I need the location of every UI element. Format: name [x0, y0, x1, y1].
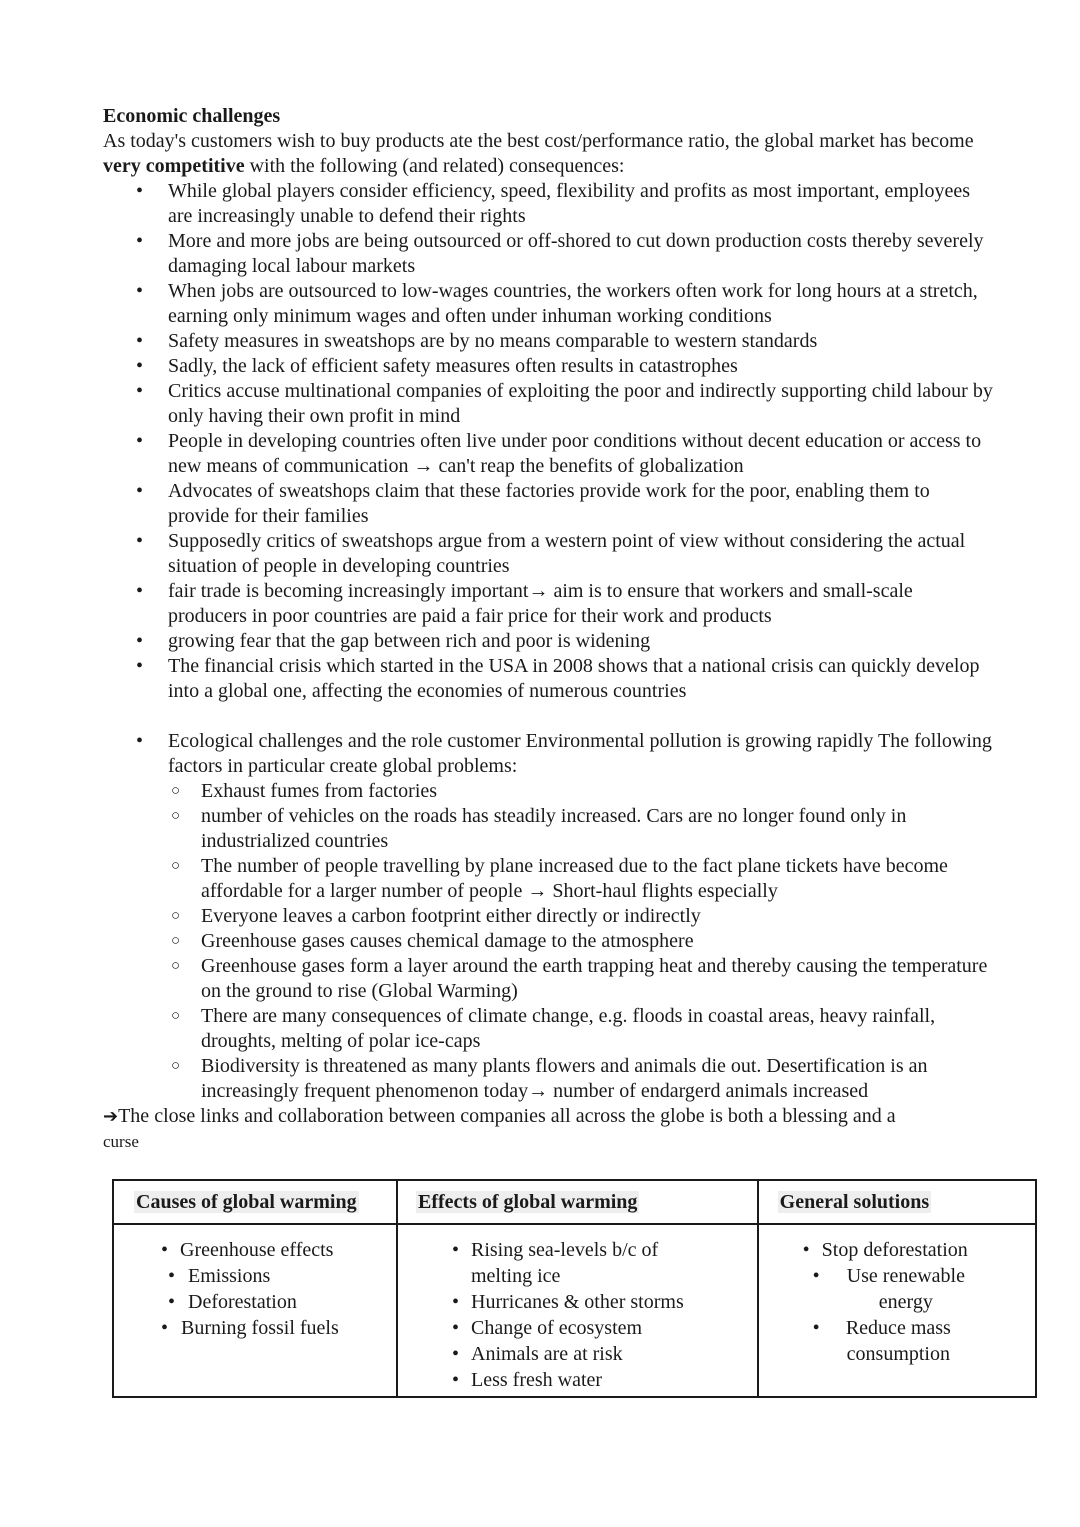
causes-list: [115, 1237, 395, 1341]
list-item: • growing fear that the gap between rich and poor is widening: [136, 630, 651, 652]
intro-text: As today's customers wish to buy products ate the best cost/performance ratio, the global market has become: [103, 130, 974, 152]
economic-bullet-list: [103, 179, 993, 704]
list-item: • Burning fossil fuels: [161, 1317, 339, 1339]
bullet-icon: •: [161, 1239, 169, 1261]
intro-bold-text: very competitive: [103, 155, 245, 177]
bullet-icon: •: [136, 480, 144, 502]
solutions-list: [760, 1237, 1034, 1367]
conclusion-text: The close links and collaboration between companies all across the globe is both a blessing and a: [118, 1105, 896, 1127]
list-item: • Sadly, the lack of efficient safety measures often results in catastrophes: [136, 355, 738, 377]
sub-list-item: ○ Greenhouse gases causes chemical damage to the atmosphere: [171, 930, 694, 952]
bullet-icon: •: [168, 1291, 176, 1313]
list-item: • When jobs are outsourced to low-wages countries, the workers often work for long hours at a stretch, earning only minimum wages and often under inhuman working conditions: [136, 280, 978, 327]
sub-list-item: ○ Exhaust fumes from factories: [171, 780, 438, 802]
list-item: • fair trade is becoming increasingly important→ aim is to ensure that workers and small-scale producers in poor countries are paid a fair price for their work and products: [136, 580, 913, 627]
bullet-icon: •: [136, 355, 144, 377]
list-item: • Deforestation: [168, 1291, 297, 1313]
sub-list-item: ○ Greenhouse gases form a layer around the earth trapping heat and thereby causing the temperature on the ground to rise (Global Warming): [171, 955, 988, 1002]
header-solutions: General solutions: [758, 1180, 1036, 1224]
list-item: • While global players consider efficiency, speed, flexibility and profits as most important, employees are increasingly unable to defend their rights: [136, 180, 971, 227]
effects-cell: [397, 1224, 758, 1397]
bullet-icon: •: [136, 180, 144, 202]
circle-bullet-icon: ○: [171, 858, 181, 874]
document-body: [103, 104, 993, 1154]
bullet-icon: •: [802, 1239, 810, 1261]
list-item: • Stop deforestation: [802, 1239, 968, 1261]
bullet-icon: •: [136, 280, 144, 302]
bullet-icon: •: [136, 430, 144, 452]
list-item: • Ecological challenges and the role customer Environmental pollution is growing rapidly The following factors in particular create global problems:: [136, 730, 992, 777]
solutions-cell: [758, 1224, 1036, 1397]
sub-list-item: ○ number of vehicles on the roads has steadily increased. Cars are no longer found only in industrialized countries: [171, 805, 907, 852]
section-heading: Economic challenges: [103, 105, 281, 127]
list-item: • Emissions: [168, 1265, 271, 1287]
list-item: • Advocates of sweatshops claim that these factories provide work for the poor, enabling them to provide for their families: [136, 480, 930, 527]
bullet-icon: •: [136, 630, 144, 652]
list-item: • Reduce mass consumption: [812, 1317, 951, 1365]
causes-cell: [113, 1224, 397, 1397]
circle-bullet-icon: ○: [171, 783, 181, 799]
bullet-icon: •: [136, 380, 144, 402]
intro-paragraph: [103, 129, 993, 179]
list-item: • Change of ecosystem: [452, 1317, 643, 1339]
conclusion: [103, 1104, 993, 1129]
list-item: • Critics accuse multinational companies of exploiting the poor and indirectly supporting child labour by only having their own profit in mind: [136, 380, 993, 427]
list-item: • Rising sea-levels b/c of melting ice: [452, 1239, 659, 1287]
bullet-icon: •: [452, 1317, 460, 1339]
table-row: [113, 1224, 1036, 1397]
bullet-icon: •: [452, 1369, 460, 1391]
list-item: • Less fresh water: [452, 1369, 603, 1391]
table-header-row: [113, 1180, 1036, 1224]
list-item: • People in developing countries often live under poor conditions without decent education or access to new means of communication → can't reap the benefits of globalization: [136, 430, 982, 477]
header-causes: Causes of global warming: [113, 1180, 397, 1224]
sub-list-item: ○ Biodiversity is threatened as many plants flowers and animals die out. Desertification is an increasingly frequent phenomenon today→ number of endargerd animals increased: [171, 1055, 928, 1102]
circle-bullet-icon: ○: [171, 958, 181, 974]
circle-bullet-icon: ○: [171, 933, 181, 949]
list-item: • Use renewable energy: [812, 1265, 965, 1313]
circle-bullet-icon: ○: [171, 1008, 181, 1024]
bullet-icon: •: [136, 230, 144, 252]
circle-bullet-icon: ○: [171, 808, 181, 824]
list-item: • Hurricanes & other storms: [452, 1291, 684, 1313]
sub-list-item: ○ Everyone leaves a carbon footprint either directly or indirectly: [171, 905, 701, 927]
circle-bullet-icon: ○: [171, 908, 181, 924]
bullet-icon: •: [168, 1265, 176, 1287]
sub-list-item: ○ There are many consequences of climate change, e.g. floods in coastal areas, heavy rainfall, droughts, melting of polar ice-caps: [171, 1005, 936, 1052]
bullet-icon: •: [136, 530, 144, 552]
ecology-sub-list: [103, 779, 993, 1104]
circle-bullet-icon: ○: [171, 1058, 181, 1074]
list-item: • Safety measures in sweatshops are by no means comparable to western standards: [136, 330, 818, 352]
sub-list-item: ○ The number of people travelling by plane increased due to the fact plane tickets have become affordable for a larger number of people → Short-haul flights especially: [171, 855, 948, 902]
bullet-icon: •: [161, 1317, 169, 1339]
global-warming-table: [112, 1179, 1037, 1398]
list-item: • The financial crisis which started in the USA in 2008 shows that a national crisis can quickly develop into a global one, affecting the economies of numerous countries: [136, 655, 980, 702]
header-effects: Effects of global warming: [397, 1180, 758, 1224]
intro-text-end: with the following (and related) consequences:: [244, 155, 625, 177]
bullet-icon: •: [452, 1239, 460, 1261]
list-item: • Greenhouse effects: [161, 1239, 334, 1261]
list-item: • Animals are at risk: [452, 1343, 623, 1365]
bullet-icon: •: [136, 580, 144, 602]
ecology-bullet-list: [103, 729, 993, 779]
list-item: • Supposedly critics of sweatshops argue from a western point of view without considering the actual situation of people in developing countries: [136, 530, 966, 577]
effects-list: [399, 1237, 756, 1393]
bullet-icon: •: [452, 1343, 460, 1365]
bullet-icon: •: [136, 730, 144, 752]
bullet-icon: •: [812, 1317, 820, 1339]
conclusion-last-line: curse: [103, 1132, 139, 1151]
list-item: • More and more jobs are being outsourced or off-shored to cut down production costs thereby severely damaging local labour markets: [136, 230, 984, 277]
bullet-icon: •: [136, 655, 144, 677]
bullet-icon: •: [812, 1265, 820, 1287]
bullet-icon: •: [452, 1291, 460, 1313]
bullet-icon: •: [136, 330, 144, 352]
arrow-icon: ➔: [103, 1106, 119, 1127]
